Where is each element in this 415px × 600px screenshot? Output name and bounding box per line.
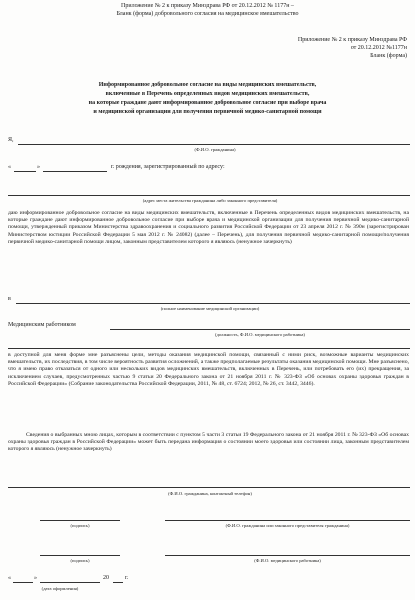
citizen-signature-line[interactable]	[40, 520, 120, 521]
date-quote-close: »	[34, 575, 37, 581]
birth-month-line[interactable]	[43, 171, 107, 172]
date-year-prefix: 20	[103, 575, 109, 581]
date-month-line[interactable]	[40, 582, 100, 583]
contact-note: (Ф.И.О. гражданина, контактный телефон)	[168, 491, 252, 496]
worker-fio-line[interactable]	[165, 555, 410, 556]
citizen-signature-note: (подпись)	[70, 523, 90, 528]
worker-line[interactable]	[110, 329, 410, 330]
address-note: (адрес места жительства гражданина либо законного представителя)	[142, 198, 278, 203]
citizen-fio-line[interactable]	[165, 520, 410, 521]
worker-signature-note: (подпись)	[70, 558, 90, 563]
date-day-line[interactable]	[13, 582, 33, 583]
worker-extra-line[interactable]	[8, 348, 410, 349]
date-note: (дата оформления)	[41, 586, 79, 591]
title-line3: на которые граждане дают информированное добровольное согласие при выборе врача	[88, 100, 327, 106]
address-line[interactable]	[8, 195, 410, 196]
consent-paragraph-3: Сведения о выбранных мною лицах, которым в соответствии с пунктом 5 части 3 статьи 19 Федерального закона от 21 ноября 2011 г. № 323-ФЗ «Об основах охраны здоровья граждан в Российской Федерации» может быть передана информация о состоянии моего здоровья или состоянии лица, законным представителем которого я являюсь (ненужное зачеркнуть)	[8, 432, 409, 453]
consent-paragraph-2: в доступной для меня форме мне разъяснены цели, методы оказания медицинской помощи, связанный с ними риск, возможные варианты медицинских вмешательств, их последствия, в том числе вероятность развития осложнений, а также предполагаемые результаты оказания медицинской помощи. Мне разъяснено, что я имею право отказаться от одного или нескольких видов медицинских вмешательств, включенных в Перечень, или потребовать его (их) прекращения, за исключением случаев, предусмотренных частью 9 статьи 20 Федерального закона от 21 ноября 2011 г. № 323-ФЗ «Об основах охраны здоровья граждан в Российской Федерации» (Собрание законодательства Российской Федерации, 2011, № 48, ст. 6724; 2012, № 26, ст. 3442, 3446).	[8, 352, 409, 387]
date-quote-open: «	[8, 575, 11, 581]
fio-field-line[interactable]	[18, 144, 410, 145]
birth-day-line[interactable]	[14, 171, 36, 172]
fio-note: (Ф.И.О. гражданина)	[194, 147, 236, 152]
worker-note: (должность, Ф.И.О. медицинского работника)	[215, 332, 305, 337]
worker-signature-line[interactable]	[40, 555, 120, 556]
consent-paragraph-1: даю информированное добровольное согласие на виды медицинских вмешательств, включенные в Перечень определенных видов медицинских вмешательств, на которые граждане дают информированное добровольное согласие при выборе врача и медицинской организации для получения первичной медико-санитарной помощи, утвержденный приказом Министерства здравоохранения и социального развития Российской Федерации от 23 апреля 2012 г. № 390н (зарегистрирован Министерством юстиции Российской Федерации 5 мая 2012 г. № 24082) (далее – Перечень), для получения первичной медико-санитарной помощи/получения первичной медико-санитарной помощи лицом, законным представителем которого я являюсь (ненужное зачеркнуть)	[8, 210, 409, 245]
birth-text: г. рождения, зарегистрированный по адресу:	[111, 164, 225, 170]
organization-note: (полное наименование медицинской организации)	[160, 306, 260, 311]
ya-label: Я,	[8, 137, 14, 143]
title-line1: Информированное добровольное согласие на виды медицинских вмешательств,	[98, 82, 317, 88]
quote-close: »	[37, 164, 40, 170]
worker-label: Медицинским работником	[8, 322, 76, 328]
title-line4: и медицинской организации для получения первичной медико-санитарной помощи	[93, 109, 322, 115]
contact-line[interactable]	[8, 487, 410, 488]
v-label: в	[8, 296, 11, 302]
header-top-line2: Бланк (форма) добровольного согласия на медицинское вмешательство	[116, 11, 299, 17]
date-year-line[interactable]	[113, 582, 123, 583]
header-right-line2: от 20.12.2012 №1177н	[350, 45, 407, 51]
organization-line[interactable]	[16, 303, 410, 304]
citizen-fio-note: (Ф.И.О. гражданина или законного представителя гражданина)	[225, 523, 350, 528]
header-right-line1: Приложение № 2 к приказу Минздрава РФ	[297, 37, 407, 43]
worker-fio-note: (Ф.И.О. медицинского работника)	[254, 558, 321, 563]
title-line2: включенные в Перечень определенных видов медицинских вмешательств,	[105, 91, 310, 97]
date-year-suffix: г.	[125, 575, 129, 581]
quote-open: «	[8, 164, 11, 170]
header-right-line3: Бланк (форма)	[370, 53, 407, 59]
header-top-line1: Приложение № 2 к приказу Минздрава РФ от 20.12.2012 № 1177н –	[121, 3, 294, 9]
